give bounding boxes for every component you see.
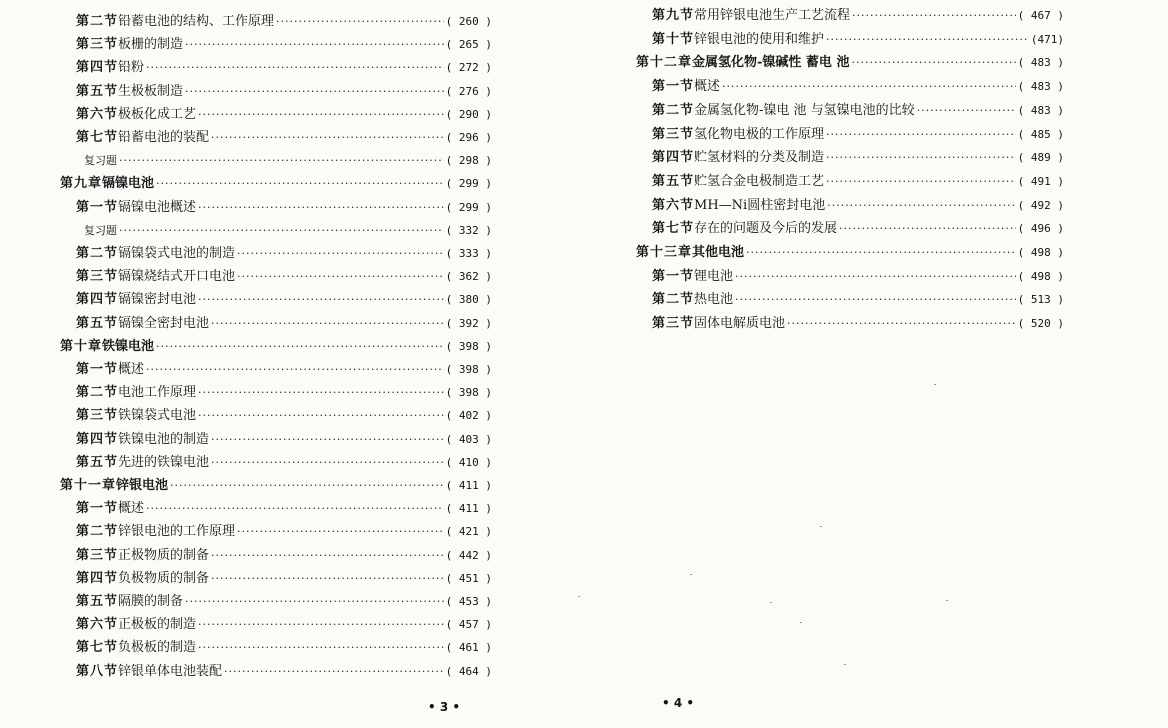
toc-entry-number: 第五节: [76, 594, 119, 609]
toc-chapter-row: [60, 170, 492, 192]
toc-entry-title: 概述: [118, 501, 145, 517]
toc-section-row: [636, 2, 1064, 24]
toc-entry-page: ( 513 ): [1017, 293, 1064, 307]
toc-entry-page: ( 362 ): [445, 270, 492, 284]
toc-entry-page: ( 520 ): [1017, 317, 1064, 331]
toc-section-row: [60, 101, 492, 123]
toc-entry-number: 第一节: [76, 501, 119, 517]
toc-leader-dots: [146, 501, 444, 517]
toc-entry-page: ( 299 ): [445, 177, 492, 191]
toc-section-row: [60, 8, 492, 30]
toc-entry-page: ( 272 ): [445, 61, 492, 75]
toc-entry-page: ( 496 ): [1017, 222, 1064, 236]
toc-entry-page: ( 398 ): [445, 363, 492, 376]
toc-entry-page: ( 451 ): [445, 571, 492, 585]
scan-speck: [820, 526, 822, 527]
toc-entry-page: (471): [1030, 32, 1064, 46]
toc-section-row: [60, 356, 492, 378]
toc-entry-number: 第三节: [76, 408, 119, 424]
toc-entry-title: 正极物质的制备: [118, 547, 210, 563]
toc-entry-title: 概述: [118, 362, 145, 377]
scan-speck: [578, 596, 580, 597]
toc-entry-title: 负极物质的制备: [118, 570, 210, 586]
toc-leader-dots: [156, 176, 444, 192]
toc-section-row: [636, 73, 1064, 95]
toc-entry-page: ( 411 ): [445, 479, 492, 492]
toc-entry-title: 正极板的制造: [118, 617, 197, 633]
toc-entry-title: 生极板制造: [118, 83, 184, 99]
toc-leader-dots: [211, 316, 444, 332]
toc-entry-title: 铁镍电池: [102, 338, 155, 354]
toc-entry-title: 板栅的制造: [118, 37, 184, 53]
toc-leader-dots: [119, 153, 444, 169]
toc-entry-page: ( 498 ): [1017, 246, 1064, 259]
toc-entry-number: 第十一章: [60, 478, 117, 493]
toc-entry-title: 金属氢化物-镍碱性 蓄电 池: [692, 55, 850, 71]
toc-entry-page: ( 260 ): [445, 15, 492, 28]
toc-section-row: [636, 121, 1064, 143]
toc-entry-number: 第五节: [76, 454, 119, 470]
toc-entry-title: 隔膜的制备: [118, 594, 184, 609]
toc-entry-number: 第十三章: [636, 245, 693, 260]
toc-entry-number: 第八节: [76, 663, 119, 679]
toc-section-row: [636, 192, 1064, 214]
toc-entry-number: 第十二章: [636, 55, 693, 71]
toc-entry-title: 铁镍袋式电池: [118, 408, 197, 424]
toc-review-row: [60, 217, 492, 239]
toc-section-row: [60, 78, 492, 100]
toc-entry-title: 金属氢化物-镍电 池 与氢镍电池的比较: [694, 102, 915, 118]
toc-entry-page: ( 461 ): [445, 641, 492, 655]
toc-entry-number: 第四节: [652, 150, 695, 166]
toc-leader-dots: [211, 571, 444, 587]
toc-entry-title: 锌银单体电池装配: [118, 663, 223, 679]
toc-entry-number: 第六节: [76, 617, 119, 633]
toc-leader-dots: [826, 127, 1016, 143]
toc-leader-dots: [787, 316, 1016, 332]
toc-leader-dots: [276, 14, 444, 30]
toc-entry-title: 铅粉: [118, 60, 145, 76]
toc-section-row: [60, 263, 492, 285]
toc-entry-page: ( 485 ): [1017, 127, 1064, 141]
toc-entry-title: 镉镍电池概述: [118, 199, 197, 215]
toc-leader-dots: [237, 524, 444, 540]
toc-leader-dots: [185, 84, 444, 100]
toc-entry-number: 第七节: [76, 130, 119, 145]
scan-speck: [946, 600, 948, 601]
toc-entry-page: ( 290 ): [445, 107, 492, 121]
toc-entry-page: ( 265 ): [445, 38, 492, 52]
toc-section-row: [60, 426, 492, 448]
toc-entry-page: ( 411 ): [445, 502, 492, 516]
toc-section-row: [636, 215, 1064, 237]
toc-entry-number: 第二节: [76, 524, 119, 540]
toc-entry-page: ( 489 ): [1017, 151, 1064, 165]
toc-entry-page: ( 298 ): [445, 154, 492, 168]
scan-speck: [934, 384, 936, 385]
toc-entry-title: 铅蓄电池的装配: [118, 130, 210, 145]
toc-section-row: [60, 449, 492, 471]
toc-entry-title: 贮氢材料的分类及制造: [694, 150, 825, 166]
toc-entry-page: ( 333 ): [445, 247, 492, 260]
toc-section-row: [60, 658, 492, 680]
toc-leader-dots: [917, 103, 1016, 119]
toc-entry-number: 第九章: [60, 176, 103, 192]
toc-entry-number: 第三节: [652, 126, 695, 142]
toc-chapter-row: [60, 472, 492, 494]
toc-entry-number: 第十节: [652, 31, 695, 47]
toc-entry-title: 锌银电池: [116, 478, 169, 493]
toc-entry-page: ( 457 ): [445, 618, 492, 632]
toc-section-row: [60, 518, 492, 540]
page-number-right: • 4 •: [662, 696, 695, 710]
toc-section-row: [60, 495, 492, 517]
scan-speck: [690, 574, 692, 575]
toc-entry-number: 第一节: [652, 79, 695, 95]
toc-entry-title: 镉镍全密封电池: [118, 315, 210, 331]
toc-entry-title: 概述: [694, 79, 721, 95]
toc-entry-title: 其他电池: [692, 245, 745, 260]
toc-section-row: [60, 124, 492, 146]
toc-entry-number: 第五节: [76, 83, 119, 99]
toc-entry-number: 第六节: [76, 106, 119, 122]
toc-leader-dots: [198, 200, 444, 216]
toc-entry-page: ( 402 ): [445, 409, 492, 423]
toc-leader-dots: [237, 269, 444, 285]
toc-leader-dots: [211, 548, 444, 564]
toc-entry-number: 第七节: [652, 221, 695, 237]
toc-entry-page: ( 421 ): [445, 525, 492, 539]
toc-leader-dots: [722, 79, 1016, 95]
toc-leader-dots: [198, 292, 444, 308]
toc-section-row: [60, 379, 492, 401]
toc-leader-dots: [224, 664, 444, 680]
toc-section-row: [60, 54, 492, 76]
toc-section-row: [636, 286, 1064, 308]
toc-entry-title: 电池工作原理: [118, 385, 197, 401]
toc-section-row: [636, 263, 1064, 285]
toc-leader-dots: [198, 617, 444, 633]
toc-leader-dots: [198, 408, 444, 424]
toc-entry-number: 第五节: [652, 173, 695, 189]
toc-entry-page: ( 442 ): [445, 548, 492, 562]
toc-leader-dots: [156, 339, 444, 355]
toc-leader-dots: [146, 362, 444, 378]
toc-chapter-row: [636, 49, 1064, 71]
toc-section-row: [60, 194, 492, 216]
scan-speck: [844, 664, 846, 665]
toc-entry-number: 第四节: [76, 431, 119, 447]
toc-section-row: [60, 588, 492, 610]
toc-entry-page: ( 491 ): [1017, 174, 1064, 188]
toc-entry-page: ( 332 ): [445, 223, 492, 237]
toc-entry-page: ( 410 ): [445, 455, 492, 469]
toc-chapter-row: [60, 333, 492, 355]
toc-entry-number: 第七节: [76, 640, 119, 656]
scan-speck: [800, 622, 802, 623]
toc-section-row: [60, 542, 492, 564]
toc-section-row: [60, 286, 492, 308]
toc-section-row: [60, 240, 492, 262]
toc-entry-title: MH—Ni圆柱密封电池: [694, 197, 826, 213]
toc-entry-number: 第四节: [76, 292, 119, 308]
toc-leader-dots: [237, 246, 444, 262]
toc-entry-title: 铁镍电池的制造: [118, 431, 210, 447]
toc-entry-number: 第二节: [652, 102, 695, 118]
toc-chapter-row: [636, 239, 1064, 261]
toc-entry-number: 第三节: [76, 547, 119, 563]
toc-leader-dots: [735, 269, 1016, 285]
toc-section-row: [636, 168, 1064, 190]
toc-entry-title: 镉镍烧结式开口电池: [118, 269, 236, 285]
scan-speck: [770, 602, 772, 603]
toc-leader-dots: [211, 432, 444, 448]
toc-leader-dots: [746, 245, 1016, 261]
toc-section-row: [60, 31, 492, 53]
toc-entry-title: 贮氢合金电极制造工艺: [694, 173, 825, 189]
toc-entry-number: 第九节: [652, 8, 695, 23]
toc-entry-page: ( 483 ): [1017, 56, 1064, 70]
toc-entry-title: 复习题: [84, 154, 117, 168]
toc-leader-dots: [851, 55, 1015, 71]
toc-entry-page: ( 398 ): [445, 339, 492, 353]
toc-leader-dots: [198, 107, 444, 123]
toc-entry-title: 固体电解质电池: [694, 316, 786, 332]
toc-entry-title: 极板化成工艺: [118, 106, 197, 122]
toc-entry-number: 第一节: [76, 362, 119, 377]
toc-entry-title: 常用锌银电池生产工艺流程: [694, 8, 851, 23]
toc-entry-page: ( 464 ): [445, 664, 492, 678]
toc-leader-dots: [211, 130, 444, 146]
toc-section-row: [60, 310, 492, 332]
toc-entry-number: 第四节: [76, 60, 119, 76]
toc-review-row: [60, 147, 492, 169]
toc-leader-dots: [211, 455, 444, 471]
toc-entry-number: 第六节: [652, 197, 695, 213]
toc-entry-page: ( 492 ): [1017, 198, 1064, 212]
toc-leader-dots: [170, 478, 444, 494]
toc-leader-dots: [146, 60, 444, 76]
toc-section-row: [60, 402, 492, 424]
toc-entry-title: 氢化物电极的工作原理: [694, 126, 825, 142]
toc-entry-page: ( 483 ): [1017, 103, 1064, 117]
toc-leader-dots: [185, 37, 444, 53]
toc-entry-number: 第一节: [76, 199, 119, 215]
toc-section-row: [60, 565, 492, 587]
toc-entry-page: ( 276 ): [445, 84, 492, 98]
toc-entry-title: 镉镍电池: [102, 176, 155, 192]
toc-leader-dots: [826, 150, 1016, 166]
toc-entry-number: 第三节: [76, 269, 119, 285]
toc-leader-dots: [185, 594, 444, 610]
toc-section-row: [60, 634, 492, 656]
toc-entry-title: 镉镍袋式电池的制造: [118, 246, 236, 261]
page-number-left: • 3 •: [428, 700, 461, 714]
toc-section-row: [636, 144, 1064, 166]
toc-entry-page: ( 483 ): [1017, 80, 1064, 94]
toc-entry-title: 存在的问题及今后的发展: [694, 221, 838, 237]
toc-leader-dots: [826, 174, 1016, 190]
toc-section-row: [60, 611, 492, 633]
toc-leader-dots: [827, 198, 1015, 214]
toc-entry-number: 第三节: [76, 37, 119, 53]
toc-entry-page: ( 392 ): [445, 316, 492, 330]
toc-entry-page: ( 403 ): [445, 432, 492, 446]
toc-entry-number: 第二节: [76, 385, 119, 401]
toc-entry-number: 第四节: [76, 570, 119, 586]
toc-entry-number: 第十章: [60, 338, 103, 354]
toc-entry-number: 第一节: [652, 268, 695, 284]
toc-entry-page: ( 299 ): [445, 200, 492, 214]
toc-leader-dots: [198, 640, 444, 656]
toc-leader-dots: [826, 32, 1029, 48]
toc-entry-title: 锂电池: [694, 268, 734, 284]
toc-leader-dots: [839, 221, 1016, 237]
toc-leader-dots: [735, 292, 1016, 308]
toc-entry-title: 热电池: [694, 292, 734, 308]
toc-section-row: [636, 310, 1064, 332]
toc-entry-page: ( 380 ): [445, 293, 492, 307]
toc-section-row: [636, 26, 1064, 48]
toc-entry-number: 第二节: [76, 246, 119, 261]
toc-entry-number: 第二节: [76, 14, 119, 29]
toc-entry-number: 第二节: [652, 292, 695, 308]
toc-entry-page: ( 467 ): [1017, 9, 1064, 22]
toc-entry-title: 复习题: [84, 223, 117, 237]
toc-entry-title: 铅蓄电池的结构、工作原理: [118, 14, 275, 29]
toc-leader-dots: [198, 385, 444, 401]
toc-entry-page: ( 498 ): [1017, 269, 1064, 283]
toc-entry-title: 负极板的制造: [118, 640, 197, 656]
toc-entry-title: 先进的铁镍电池: [118, 454, 210, 470]
toc-entry-number: 第三节: [652, 316, 695, 332]
toc-entry-page: ( 398 ): [445, 386, 492, 400]
toc-entry-title: 镉镍密封电池: [118, 292, 197, 308]
toc-leader-dots: [852, 8, 1016, 24]
toc-entry-page: ( 296 ): [445, 131, 492, 144]
toc-leader-dots: [119, 223, 444, 239]
toc-entry-title: 锌银电池的使用和维护: [694, 31, 825, 47]
toc-entry-number: 第五节: [76, 315, 119, 331]
toc-entry-title: 锌银电池的工作原理: [118, 524, 236, 540]
toc-entry-page: ( 453 ): [445, 595, 492, 608]
toc-section-row: [636, 97, 1064, 119]
